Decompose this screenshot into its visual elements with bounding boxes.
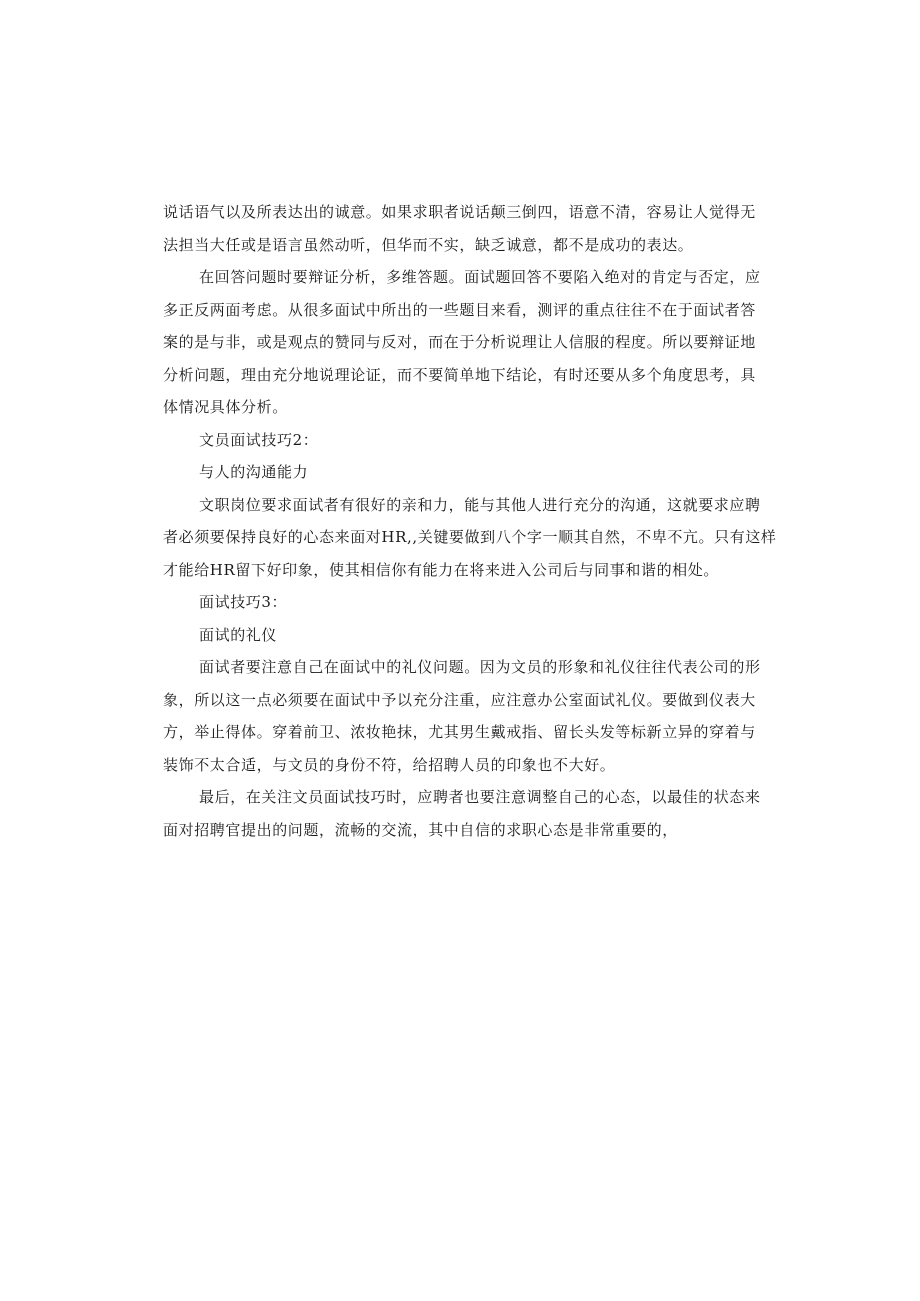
document-page (163, 196, 777, 846)
text-line: 面试者要注意自己在面试中的礼仪问题。因为文员的形象和礼仪往往代表公司的形 (199, 658, 761, 676)
text-line: 最后，在关注文员面试技巧时，应聘者也要注意调整自己的心态，以最佳的状态来 (199, 788, 761, 806)
paragraph-conclusion (163, 781, 761, 846)
text-line: 方，举止得体。穿着前卫、浓妆艳抹，尤其男生戴戒指、留长头发等标新立异的穿着与 (163, 723, 756, 741)
text-line: 面试的礼仪 (199, 625, 278, 644)
section-heading-tip-2 (163, 424, 757, 457)
text-line: 面试技巧3： (199, 593, 288, 611)
text-line: 文职岗位要求面试者有很好的亲和力，能与其他人进行充分的沟通，这就要求应聘 (199, 495, 761, 514)
text-line: 在回答问题时要辩证分析，多维答题。面试题回答不要陷入绝对的肯定与否定，应 (199, 268, 761, 286)
text-line: 象，所以这一点必须要在面试中予以充分注重，应注意办公室面试礼仪。要做到仪表大 (163, 690, 756, 709)
text-line: 案的是与非，或是观点的赞同与反对，而在于分析说理让人信服的程度。所以要辩证地 (163, 333, 756, 351)
text-line: 者必须要保持良好的心态来面对HR,,关键要做到八个字一顺其自然，不卑不亢。只有这样 (163, 528, 777, 546)
text-line: 才能给HR留下好印象，使其相信你有能力在将来进入公司后与同事和谐的相处。 (163, 560, 719, 579)
paragraph-expression (163, 196, 757, 261)
subheading-communication (163, 456, 757, 489)
text-line: 装饰不太合适，与文员的身份不符，给招聘人员的印象也不大好。 (163, 755, 616, 774)
text-line: 说话语气以及所表达出的诚意。如果求职者说话颠三倒四，语意不清，容易让人觉得无 (163, 203, 756, 221)
paragraph-etiquette (163, 651, 761, 781)
section-heading-tip-3 (163, 586, 757, 619)
text-line: 多正反两面考虑。从很多面试中所出的一些题目来看，测评的重点往往不在于面试者答 (163, 300, 756, 319)
text-line: 法担当大任或是语言虽然动听，但华而不实，缺乏诚意，都不是成功的表达。 (163, 235, 694, 254)
text-line: 体情况具体分析。 (163, 398, 288, 416)
text-line: 面对招聘官提出的问题，流畅的交流，其中自信的求职心态是非常重要的， (163, 820, 678, 839)
subheading-etiquette (163, 619, 757, 652)
text-line: 文员面试技巧2： (199, 430, 319, 449)
text-line: 与人的沟通能力 (199, 463, 309, 481)
paragraph-communication (163, 489, 777, 587)
text-line: 分析问题，理由充分地说理论证，而不要简单地下结论，有时还要从多个角度思考，具 (163, 365, 756, 384)
paragraph-dialectical-analysis (163, 261, 761, 424)
